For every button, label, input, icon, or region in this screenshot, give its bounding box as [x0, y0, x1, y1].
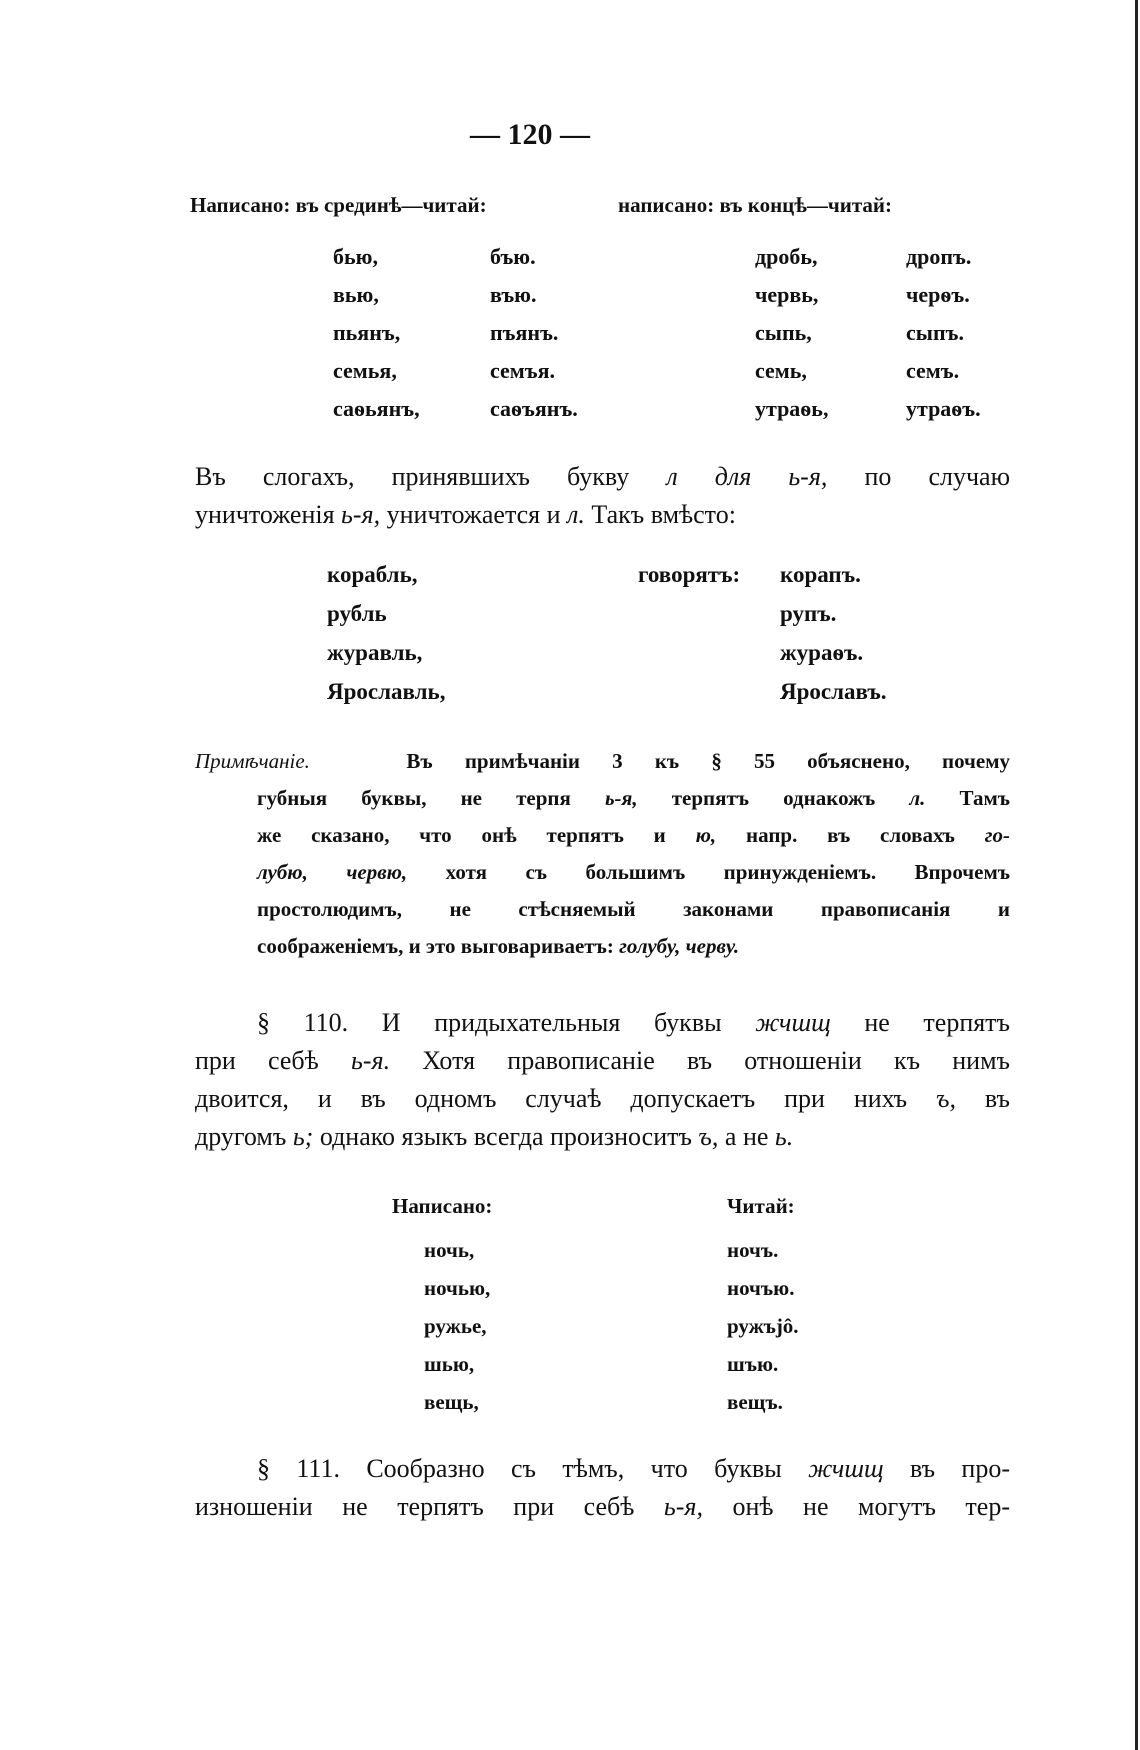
table2-written: журавль,	[327, 640, 423, 665]
section-110	[195, 1004, 1010, 1156]
table1-cell: пъянъ.	[490, 320, 559, 345]
table1-header-left: Написано: въ срединѣ—читай:	[190, 193, 487, 217]
table3-read: ружъjô.	[727, 1314, 799, 1338]
text-line: соображеніемъ, и это выговариваетъ: голубу, черву.	[257, 934, 740, 958]
text-line: Примѣчаніе. Въ примѣчаніи 3 къ § 55 объяснено, почему	[195, 749, 1011, 773]
text-line: изношеніи не терпятъ при себѣ ь-я, онѣ не могутъ тер-	[195, 1492, 1010, 1521]
table1-cell: дробь,	[755, 244, 818, 269]
table3-written: ночью,	[424, 1276, 491, 1300]
page-number: — 120 —	[470, 118, 590, 151]
table1-cell: черѳъ.	[906, 282, 970, 307]
text-line: уничтоженія ь-я, уничтожается и л. Такъ вмѣсто:	[195, 500, 736, 529]
table2-say-label: говорятъ:	[638, 562, 741, 587]
table3-read: ночъю.	[727, 1276, 795, 1300]
table3-read: вещъ.	[727, 1390, 783, 1414]
table3-written: шью,	[424, 1352, 475, 1376]
table1-cell: семъя.	[490, 358, 556, 383]
table3-written: ружье,	[424, 1314, 487, 1338]
table1-cell: сыпь,	[755, 320, 812, 345]
table1-cell: вью,	[333, 282, 379, 307]
table1-cell: семья,	[333, 358, 397, 383]
paragraph-soft-sign-l	[195, 458, 1010, 534]
table2-written: корабль,	[327, 562, 418, 587]
table2-written: рубль	[327, 601, 387, 626]
table1-cell: бью,	[333, 244, 378, 269]
note-block	[195, 743, 1010, 965]
text-line: же сказано, что онѣ терпятъ и ю, напр. въ словахъ го-	[257, 823, 1010, 847]
table2-written: Ярославль,	[327, 679, 446, 704]
table1-cell: саѳьянъ,	[333, 396, 420, 421]
table1-cell: сыпъ.	[906, 320, 964, 345]
table2-spoken: Ярославъ.	[780, 679, 887, 704]
text-line: при себѣ ь-я. Хотя правописаніе въ отношеніи къ нимъ	[195, 1046, 1010, 1075]
text-line: § 110. И придыхательныя буквы жчшщ не терпятъ	[257, 1008, 1010, 1037]
table2-spoken: жураѳъ.	[780, 640, 864, 665]
note-title: Примѣчаніе.	[195, 749, 310, 773]
text-line: Въ слогахъ, принявшихъ букву л для ь-я, по случаю	[195, 462, 1010, 491]
table1-cell: въю.	[490, 282, 537, 307]
text-line: простолюдимъ, не стѣсняемый законами правописанія и	[257, 897, 1010, 921]
table1-cell: семь,	[755, 358, 807, 383]
text-line: лубю, червю, хотя съ большимъ принужденіемъ. Впрочемъ	[257, 860, 1011, 884]
table3-read: шъю.	[727, 1352, 779, 1376]
section-111	[195, 1450, 1010, 1526]
table1-cell: дропъ.	[906, 244, 972, 269]
text-line: губныя буквы, не терпя ь-я, терпятъ однакожъ л. Тамъ	[257, 786, 1010, 810]
table2-spoken: рупъ.	[780, 601, 837, 626]
table3-written: ночь,	[424, 1238, 475, 1262]
text-line: двоится, и въ одномъ случаѣ допускаетъ при нихъ ъ, въ	[195, 1084, 1010, 1113]
table1-header-right: написано: въ концѣ—читай:	[618, 193, 892, 217]
page-edge-line	[1135, 0, 1138, 1750]
table3-header-written: Написано:	[392, 1194, 493, 1218]
table1-cell: утраѳъ.	[906, 396, 981, 421]
table1-cell: саѳъянъ.	[490, 396, 578, 421]
text-line: § 111. Сообразно съ тѣмъ, что буквы жчшщ въ про-	[257, 1454, 1010, 1483]
table1-cell: червь,	[755, 282, 819, 307]
table2-spoken: корапъ.	[780, 562, 861, 587]
table3-written: вещь,	[424, 1390, 479, 1414]
text-line: другомъ ь; однако языкъ всегда произноситъ ъ, а не ь.	[195, 1122, 794, 1151]
table3-header-read: Читай:	[727, 1194, 795, 1218]
table1-cell: пьянъ,	[333, 320, 401, 345]
table1-cell: семъ.	[906, 358, 960, 383]
table1-cell: бъю.	[490, 244, 536, 269]
table3-read: ночъ.	[727, 1238, 779, 1262]
table1-cell: утраѳь,	[755, 396, 829, 421]
